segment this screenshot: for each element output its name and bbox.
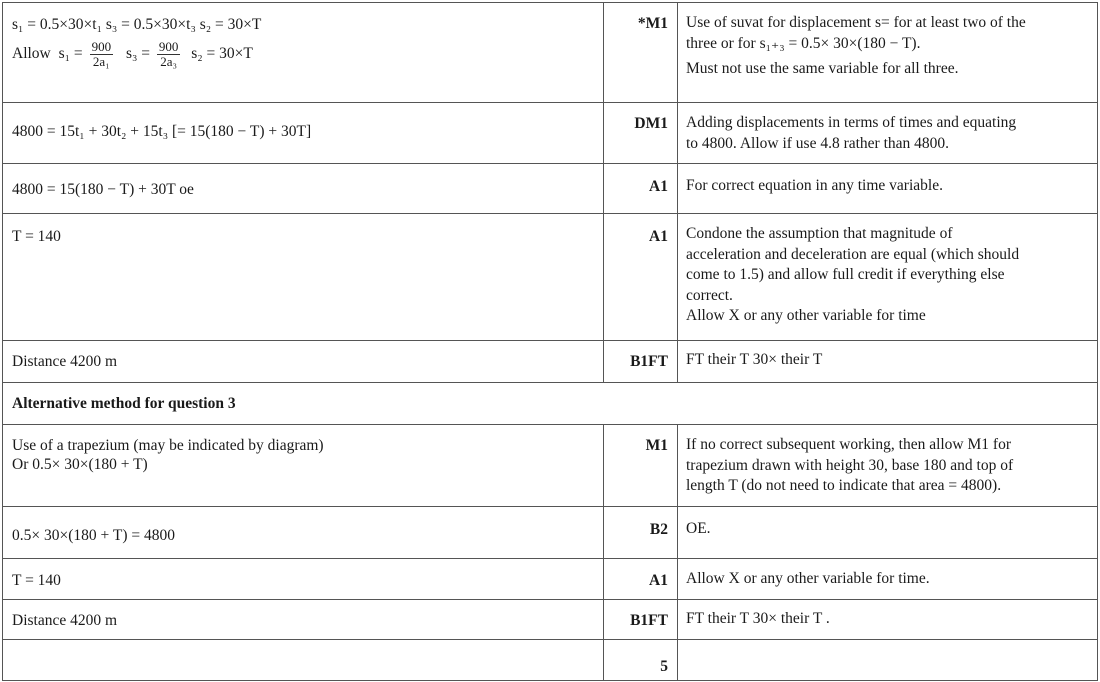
mark-cell: A1 (649, 178, 668, 195)
comment-cell: FT their T 30× their T (686, 351, 823, 368)
table-row (3, 214, 1097, 341)
working-cell: Use of a trapezium (may be indicated by diagram) Or 0.5× 30×(180 + T) (12, 437, 324, 473)
table-row (3, 103, 1097, 164)
mark-cell: A1 (649, 572, 668, 589)
comment-cell: If no correct subsequent working, then allow M1 for trapezium drawn with height 30, base 180 and top of length T (do not need to indicate that area = 4800). (686, 436, 1014, 494)
working-line: Allow s₁ = $\frac{900}{\text{2a₁}}$ s₃ = $\frac{900}{\text{2a₃}}$ s₂ = 30×T (12, 39, 253, 69)
comment-cell: For correct equation in any time variable. (686, 177, 943, 194)
comment-cell: OE. (686, 520, 711, 537)
working-cell: 4800 = 15(180 − T) + 30T oe (12, 181, 194, 198)
working-cell: 4800 = 15t₁ + 30t₂ + 15t₃ [= 15(180 − T) + 30T] (12, 123, 312, 140)
comment-cell: Adding displacements in terms of times and equating to 4800. Allow if use 4.8 rather than 4800. (686, 114, 1017, 152)
total-mark-cell: 5 (660, 658, 668, 675)
mark-scheme-table (2, 2, 1098, 681)
fraction: $\frac{900}{\text{2a₁}}$ (91, 39, 112, 69)
fraction: $\frac{900}{\text{2a₃}}$ (158, 39, 179, 69)
mark-cell: B2 (649, 521, 668, 538)
comment-cell: Use of suvat for displacement s= for at least two of the three or for s₁₊₃ = 0.5× 30×(180 − T). Must not use the same variable for all three. (686, 14, 1026, 77)
mark-cell: B1FT (630, 353, 668, 370)
mark-cell: A1 (649, 228, 668, 245)
comment-cell: Condone the assumption that magnitude of acceleration and deceleration are equal (which should come to 1.5) and allow full credit if everything else correct. Allow X or any other variable for time (686, 225, 1020, 324)
working-cell: T = 140 (12, 572, 61, 589)
working-cell (12, 15, 597, 69)
table-row (3, 425, 1097, 507)
mark-cell: *M1 (637, 15, 668, 32)
table-row (3, 640, 1097, 680)
table-row (3, 600, 1097, 640)
working-cell: Distance 4200 m (12, 612, 118, 629)
table-row (3, 383, 1097, 425)
comment-cell: Allow X or any other variable for time. (686, 570, 930, 587)
working-cell: Distance 4200 m (12, 353, 118, 370)
table-row (3, 164, 1097, 214)
mark-cell: M1 (645, 437, 668, 454)
table-row (3, 341, 1097, 383)
mark-cell: DM1 (634, 115, 668, 132)
table-row (3, 507, 1097, 559)
table-row (3, 3, 1097, 103)
table-row (3, 559, 1097, 600)
mark-cell: B1FT (630, 612, 668, 629)
working-cell: T = 140 (12, 228, 61, 245)
working-line: s₁ = 0.5×30×t₁ s₃ = 0.5×30×t₃ s₂ = 30×T (12, 16, 262, 33)
section-heading: Alternative method for question 3 (12, 395, 236, 412)
comment-cell: FT their T 30× their T . (686, 610, 830, 627)
working-cell: 0.5× 30×(180 + T) = 4800 (12, 527, 175, 544)
